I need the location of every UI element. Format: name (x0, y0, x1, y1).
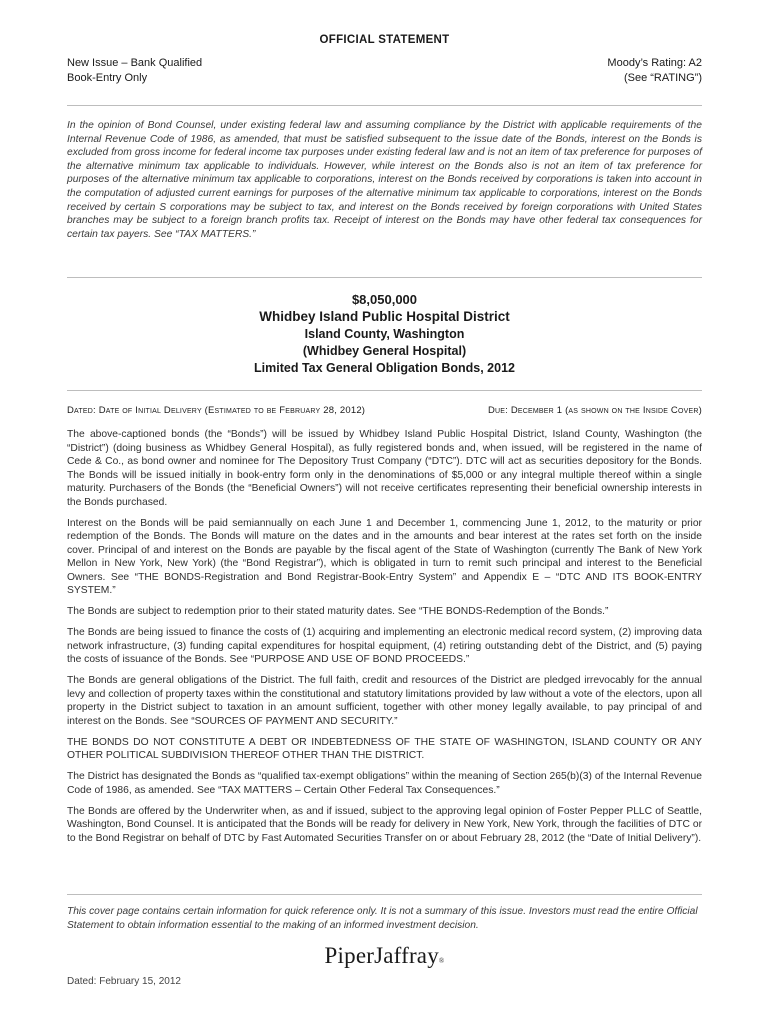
divider (67, 277, 702, 278)
divider (67, 894, 702, 895)
logo-text: PiperJaffray (324, 943, 439, 968)
paragraph-redemption: The Bonds are subject to redemption prior to their stated maturity dates. See “THE BONDS-Redemption of the Bonds.” (67, 606, 609, 617)
hospital-name: (Whidbey General Hospital) (302, 344, 467, 358)
page-title: OFFICIAL STATEMENT (319, 34, 450, 46)
bond-title-block (67, 291, 702, 377)
dated-label: Dated: Date of Initial Delivery (Estimated to be February 28, 2012) (67, 405, 366, 416)
divider (67, 390, 702, 391)
bond-amount: $8,050,000 (351, 292, 418, 307)
issuer-name: Whidbey Island Public Hospital District (259, 309, 510, 324)
paragraph-security: The Bonds are general obligations of the District. The full faith, credit and resources of the District are pledged irrevocably for the annual levy and collection of property taxes within the constitutional and statutory limitations provided by law without a vote of the electors, upon all property in the District subject to taxation in an amount sufficient, together with other money legally available, to pay principal of and interest on the Bonds. See “SOURCES OF PAYMENT AND SECURITY.” (67, 675, 702, 727)
rating-label: Moody’s Rating: A2 (607, 57, 702, 69)
rating-block (607, 56, 702, 86)
paragraph-not-debt: THE BONDS DO NOT CONSTITUTE A DEBT OR INDEBTEDNESS OF THE STATE OF WASHINGTON, ISLAND COUNTY OR ANY OTHER POLITICAL SUBDIVISION THEREOF OTHER THAN THE DISTRICT. (67, 736, 702, 761)
book-entry-label: Book-Entry Only (67, 72, 148, 84)
registered-mark: ® (438, 957, 445, 965)
rating-reference: (See “RATING”) (623, 72, 702, 84)
paragraph-interest: Interest on the Bonds will be paid semiannually on each June 1 and December 1, commencing June 1, 2012, to the maturity or prior redemption of the Bonds. The Bonds will mature on the dates and in the amounts and bear interest at the rates set forth on the inside cover. Principal of and interest on the Bonds are payable by the fiscal agent of the State of Washington (currently The Bank of New York Mellon in New York, New York) (the “Bond Registrar”), which is obligated in turn to remit such principal and interest to the Beneficial Owners. See “THE BONDS-Registration and Bond Registrar-Book-Entry System” and Appendix E – “DTC AND ITS BOOK-ENTRY SYSTEM.” (67, 517, 702, 596)
paragraph-bonds-issuance: The above-captioned bonds (the “Bonds”) will be issued by Whidbey Island Public Hospital District, Island County, Washington (the “District”) (doing business as Whidbey General Hospital), as fully registered bonds and, when issued, will be registered in the name of Cede & Co., as bond owner and nominee for The Depository Trust Company (“DTC”). DTC will act as securities depository for the Bonds. The Bonds will be issued initially in book-entry form only in the denominations of $5,000 or any integral multiple thereof within a single maturity. Purchasers of the Bonds (the “Beneficial Owners”) will not receive certificates representing their beneficial ownership interests in the Bonds purchased. (67, 429, 702, 508)
paragraph-tax-exempt: The District has designated the Bonds as “qualified tax-exempt obligations” within the meaning of Section 265(b)(3) of the Internal Revenue Code of 1986, as amended. See “TAX MATTERS – Certain Other Federal Tax Consequences.” (67, 771, 702, 796)
paragraph-offering: The Bonds are offered by the Underwriter when, as and if issued, subject to the approving legal opinion of Foster Pepper PLLC of Seattle, Washington, Bond Counsel. It is anticipated that the Bonds will be ready for delivery in New York, New York, through the facilities of DTC or to the Bond Registrar on behalf of DTC by Fast Automated Securities Transfer on or about February 28, 2012 (the “Date of Initial Delivery”). (67, 805, 702, 844)
divider (67, 105, 702, 106)
issue-type-label: New Issue – Bank Qualified (67, 57, 203, 69)
document-date: Dated: February 15, 2012 (67, 976, 181, 987)
tax-opinion-paragraph: In the opinion of Bond Counsel, under existing federal law and assuming compliance by the District with applicable requirements of the Internal Revenue Code of 1986, as amended, that must be satisfied subsequent to the issue date of the Bonds, interest on the Bonds is excluded from gross income for federal income tax purposes under existing federal law and is not an item of tax preference for purposes of the alternative minimum tax applicable to individuals. However, while interest on the Bonds also is not an item of tax preference for purposes of the alternative minimum tax applicable to corporations, interest on the Bonds received by corporations is taken into account in the computation of adjusted current earnings for purposes of the alternative minimum tax applicable to corporations, interest on the Bonds received by certain S corporations may be subject to tax, and interest on the Bonds received by foreign corporations with United States branches may be subject to a foreign branch profits tax. Receipt of interest on the Bonds may have other federal tax consequences for certain tax payers. See “TAX MATTERS.” (67, 120, 702, 240)
body-text (67, 428, 702, 853)
county-name: Island County, Washington (304, 327, 465, 341)
bond-series: Limited Tax General Obligation Bonds, 2012 (254, 361, 515, 375)
piper-jaffray-logo (67, 943, 702, 969)
paragraph-purpose: The Bonds are being issued to finance the costs of (1) acquiring and implementing an electronic medical record system, (2) improving data network infrastructure, (3) funding capital expenditures for hospital equipment, (4) retiring outstanding debt of the District, and (5) paying the costs of issuance of the Bonds. See “PURPOSE AND USE OF BOND PROCEEDS.” (67, 627, 702, 665)
due-label: Due: December 1 (as shown on the Inside Cover) (487, 405, 702, 416)
issue-type-block (67, 56, 202, 86)
cover-page-notice: This cover page contains certain information for quick reference only. It is not a summary of this issue. Investors must read the entire Official Statement to obtain information essential to the making of an informed investment decision. (67, 906, 698, 931)
